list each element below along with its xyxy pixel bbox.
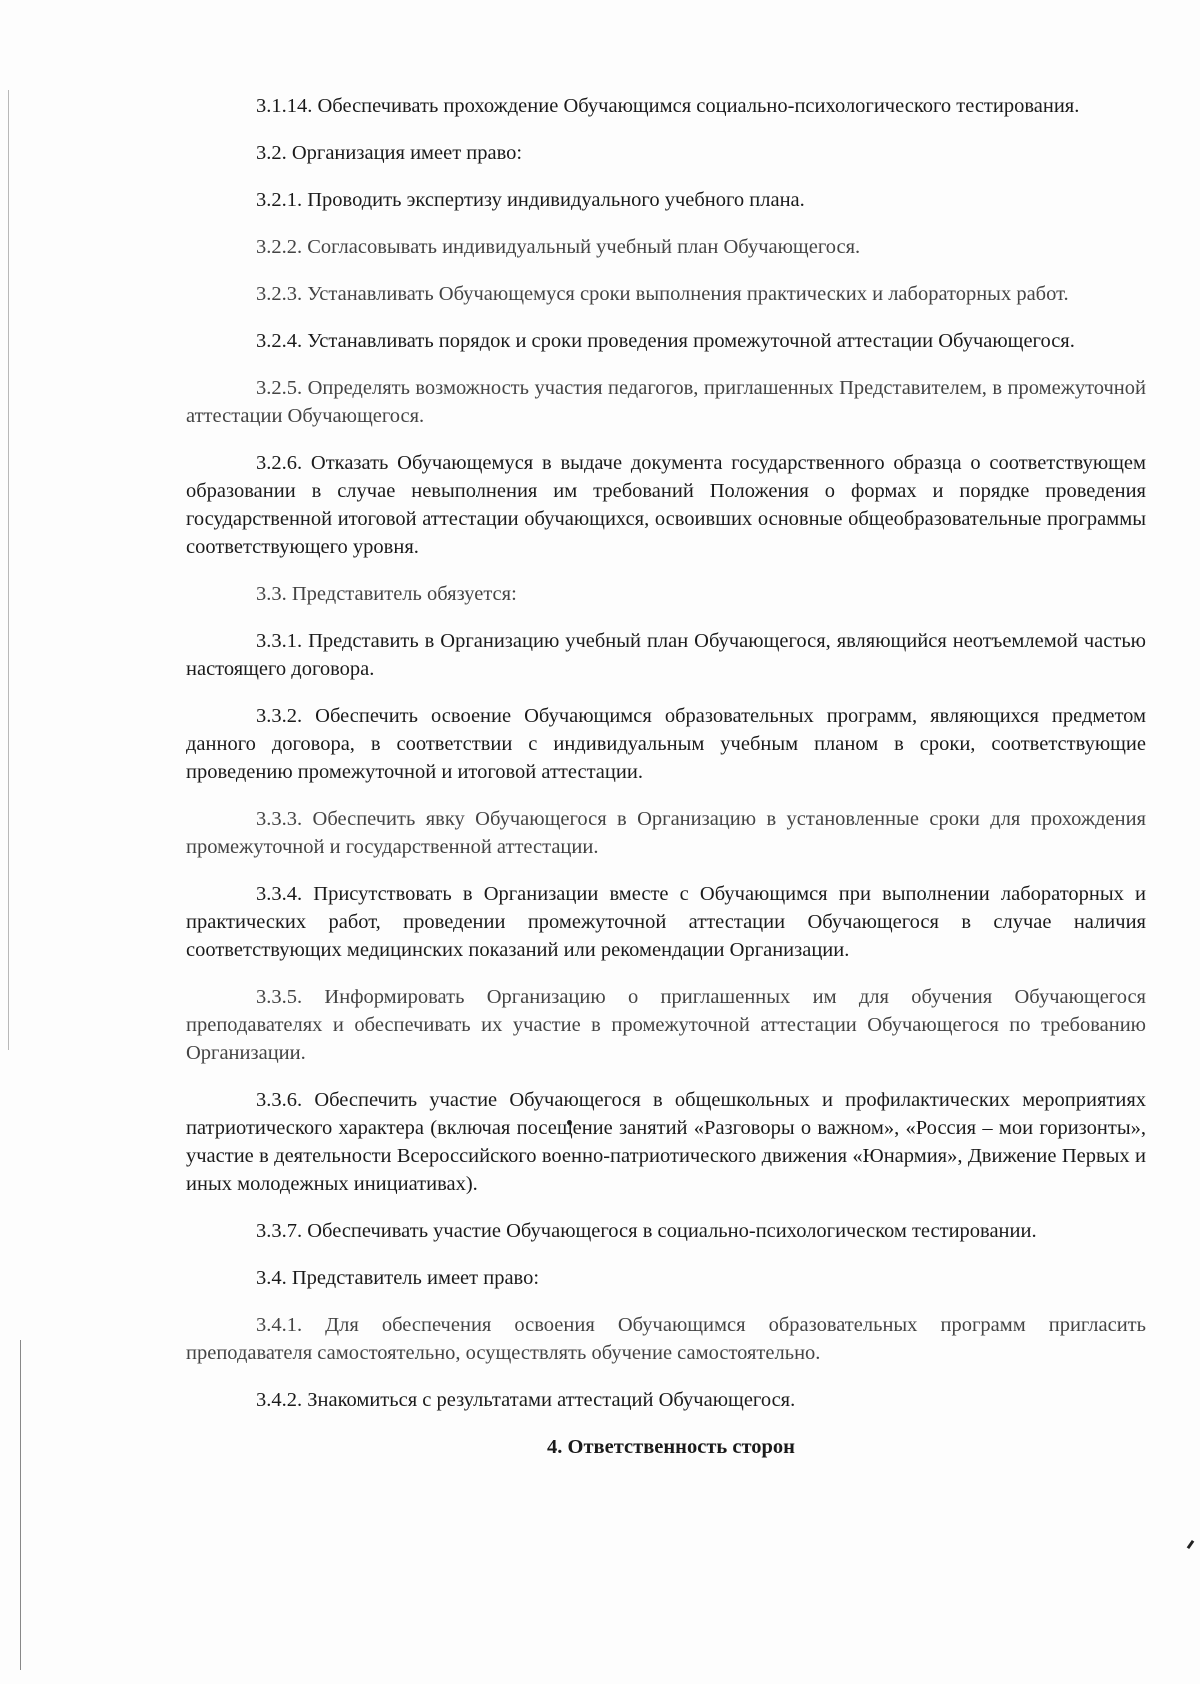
clause-3-4-2: 3.4.2. Знакомиться с результатами аттестаций Обучающегося. <box>256 1389 796 1411</box>
clause-3-3-3: 3.3.3. Обеспечить явку Обучающегося в Организацию в установленные сроки для прохождения промежуточной и государственной аттестации. <box>186 808 1146 858</box>
document-body <box>186 92 1146 1461</box>
clause-3-2: 3.2. Организация имеет право: <box>256 142 523 164</box>
clause-3-3-4: 3.3.4. Присутствовать в Организации вместе с Обучающимся при выполнении лабораторных и практических работ, проведении промежуточной аттестации Обучающегося в случае наличия соответствующих медицинских показаний или рекомендации Организации. <box>186 883 1146 961</box>
scan-corner-mark <box>1187 1540 1195 1549</box>
clause-3-2-1: 3.2.1. Проводить экспертизу индивидуального учебного плана. <box>256 189 805 211</box>
clause-3-2-5: 3.2.5. Определять возможность участия педагогов, приглашенных Представителем, в промежуточной аттестации Обучающегося. <box>186 377 1146 427</box>
clause-3-3-7: 3.3.7. Обеспечивать участие Обучающегося в социально-психологическом тестировании. <box>256 1220 1037 1242</box>
clause-3-2-3: 3.2.3. Устанавливать Обучающемуся сроки выполнения практических и лабораторных работ. <box>256 283 1069 305</box>
clause-3-2-4: 3.2.4. Устанавливать порядок и сроки проведения промежуточной аттестации Обучающегося. <box>256 330 1075 352</box>
clause-3-2-6: 3.2.6. Отказать Обучающемуся в выдаче документа государственного образца о соответствующем образовании в случае невыполнения им требований Положения о формах и порядке проведения государственной итоговой аттестации обучающихся, освоивших основные общеобразовательные программы соответствующего уровня. <box>186 452 1146 558</box>
clause-3-3-1: 3.3.1. Представить в Организацию учебный план Обучающегося, являющийся неотъемлемой частью настоящего договора. <box>186 630 1146 680</box>
clause-3-1-14: 3.1.14. Обеспечивать прохождение Обучающимся социально-психологического тестирования. <box>256 95 1080 117</box>
clause-3-4-1: 3.4.1. Для обеспечения освоения Обучающимся образовательных программ пригласить преподавателя самостоятельно, осуществлять обучение самостоятельно. <box>186 1314 1146 1364</box>
section-heading: 4. Ответственность сторон <box>547 1436 795 1458</box>
clause-3-3: 3.3. Представитель обязуется: <box>256 583 517 605</box>
scan-edge-line-top <box>8 90 9 1050</box>
scan-edge-line-bottom <box>20 1340 21 1670</box>
clause-3-3-5: 3.3.5. Информировать Организацию о приглашенных им для обучения Обучающегося преподавателях и обеспечивать их участие в промежуточной аттестации Обучающегося по требованию Организации. <box>186 986 1146 1064</box>
clause-3-4: 3.4. Представитель имеет право: <box>256 1267 540 1289</box>
clause-3-3-6: 3.3.6. Обеспечить участие Обучающегося в общешкольных и профилактических мероприятиях патриотического характера (включая посещение занятий «Разговоры о важном», «Россия – мои горизонты», участие в деятельности Всероссийского военно-патриотического движения «Юнармия», Движение Первых и иных молодежных инициативах). <box>186 1089 1146 1195</box>
clause-3-3-2: 3.3.2. Обеспечить освоение Обучающимся образовательных программ, являющихся предметом данного договора, в соответствии с индивидуальным учебным планом в сроки, соответствующие проведению промежуточной и итоговой аттестации. <box>186 705 1146 783</box>
clause-3-2-2: 3.2.2. Согласовывать индивидуальный учебный план Обучающегося. <box>256 236 861 258</box>
